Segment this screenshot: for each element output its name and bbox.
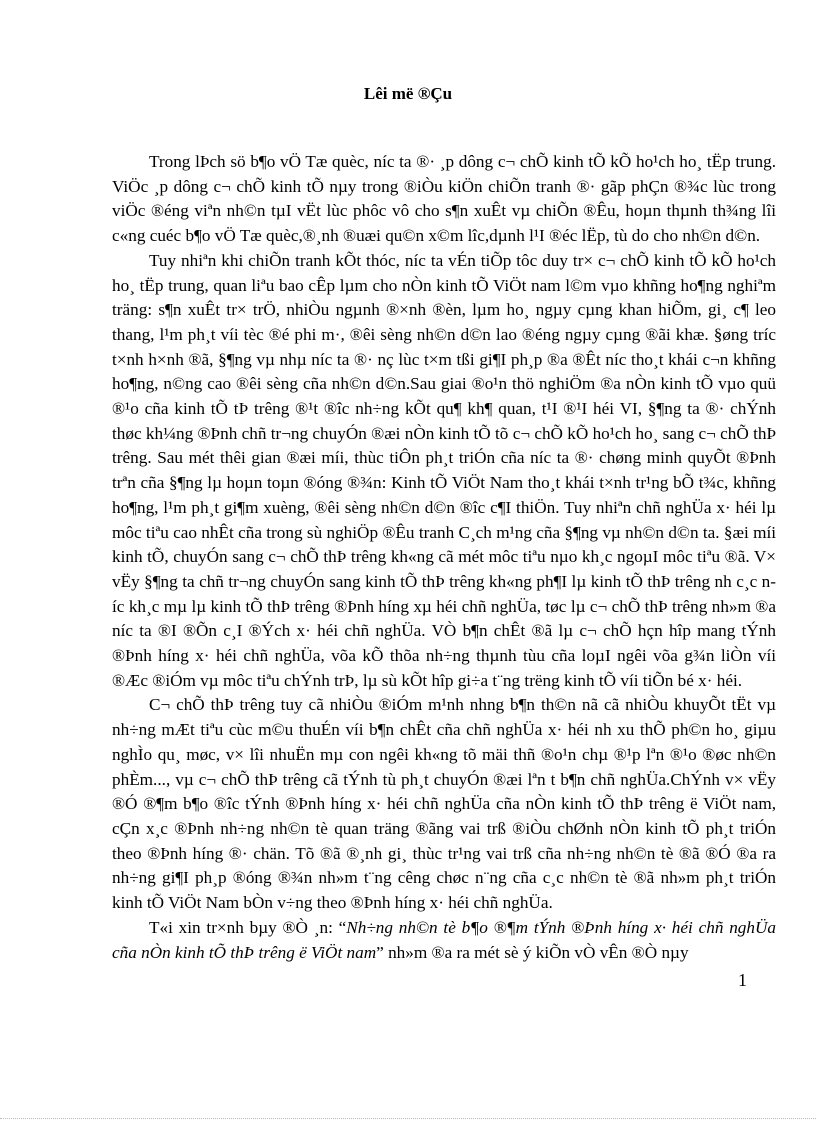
paragraph-4-tail: ” nh»m ®a ra mét sè ý kiÕn vÒ vÊn ®Ò nµy xyxy=(376,942,689,962)
paragraph-1: Trong lÞch sö b¶o vÖ Tæ quèc, níc ta ®· ¸p dông c¬ chÕ kinh tÕ kÕ ho¹ch ho¸ tËp trung. ViÖc ¸p dông c¬ chÕ kinh tÕ nµy trong ®iÒu kiÖn chiÕn tranh ®· gãp phÇn ®¾c lùc trong viÖc ®éng viªn nh©n tµI vËt lùc phôc vô cho s¶n xuÊt vµ chiÕn ®Êu, hoµn thµnh th¾ng lîi c«ng cuéc b¶o vÖ Tæ quèc,®¸nh ®uæi qu©n x©m lîc,dµnh l¹I ®éc lËp, tù do cho nh©n d©n. xyxy=(112,152,776,246)
paragraph-4 xyxy=(112,916,776,965)
paragraph-2: Tuy nhiªn khi chiÕn tranh kÕt thóc, níc ta vÉn tiÕp tôc duy tr× c¬ chÕ kinh tÕ kÕ ho¹ch ho¸ tËp trung, quan liªu bao cÊp lµm cho nÒn kinh tÕ ViÖt nam l©m vµo khñng ho¶ng nghiªm träng: s¶n xuÊt tr× trÖ, nhiÒu ngµnh ®×nh ®èn, lµm ho¸ ngµy cµng khan hiÕm, gi¸ c¶ leo thang, l¹m ph¸t víi tèc ®é phi m·, ®êi sèng nh©n d©n lao ®éng ngµy cµng ®ãi khæ. §øng tríc t×nh h×nh ®ã, §¶ng vµ nhµ níc ta ®· nç lùc t×m tßi gi¶I ph¸p ®a ®Êt níc tho¸t khái c¬n khñng ho¶ng, n©ng cao ®êi sèng cña nh©n d©n.Sau giai ®o¹n thö nghiÖm ®a nÒn kinh tÕ vµo quü ®¹o cña kinh tÕ tÞ trêng ®¹t ®îc nh÷ng kÕt qu¶ kh¶ quan, t¹I ®¹I héi VI, §¶ng ta ®· chÝnh thøc kh¼ng ®Þnh chñ tr¬ng chuyÓn ®æi nÒn kinh tÕ tõ c¬ chÕ kÕ ho¹ch ho¸ sang c¬ chÕ thÞ trêng. Sau mét thêi gian ®æi míi, thùc tiÔn ph¸t triÓn cña níc ta ®· chøng minh quyÕt ®Þnh trªn cña §¶ng lµ hoµn toµn ®óng ®¾n: Kinh tÕ ViÖt Nam tho¸t khái t×nh tr¹ng bÕ t¾c, khñng ho¶ng, l¹m ph¸t gi¶m xuèng, ®êi sèng nh©n d©n ®îc c¶I thiÖn. Tuy nhiªn chñ nghÜa x· héi lµ môc tiªu cao nhÊt cña trong sù nghiÖp ®Êu tranh C¸ch m¹ng cña §¶ng vµ nh©n d©n ta. §æi míi kinh tÕ, chuyÓn sang c¬ chÕ thÞ trêng kh«ng cã mét môc tiªu nµo kh¸c ngoµI môc tiªu ®ã. V× vËy §¶ng ta chñ tr¬ng chuyÓn sang kinh tÕ thÞ trêng kh«ng ph¶I lµ kinh tÕ thÞ trêng nh c¸c níc kh¸c mµ lµ kinh tÕ thÞ trêng ®Þnh híng xµ héi chñ nghÜa, tøc lµ c¬ chÕ thÞ trêng nh»m ®a níc ta ®I ®Õn c¸I ®Ých x· héi chñ nghÜa. VÒ b¶n chÊt ®ã lµ c¬ chÕ hçn hîp mang tÝnh ®Þnh híng x· héi chñ nghÜa, võa kÕ thõa nh÷ng thµnh tùu cña loµI ngêi võa g¾n liÒn víi ®Æc ®iÓm vµ môc tiªu chÝnh trÞ, lµ sù kÕt hîp gi÷a t¨ng trëng kinh tÕ víi tiÕn bé x· héi. xyxy=(112,250,776,690)
paragraph-4-topic: Nh÷ng nh©n tè b¶o ®¶m tÝnh ®Þnh híng x· héi chñ nghÜa cña nÒn kinh tÕ thÞ trêng ë ViÖt nam xyxy=(112,917,776,962)
paragraph-3: C¬ chÕ thÞ trêng tuy cã nhiÒu ®iÓm m¹nh nhng b¶n th©n nã cã nhiÒu khuyÕt tËt vµ nh÷ng mÆt tiªu cùc m©u thuÉn víi b¶n chÊt cña chñ nghÜa x· héi nh xu thÕ ph©n ho¸ giµu nghÌo qu¸ møc, v× lîi nhuËn mµ con ngêi kh«ng tõ mäi thñ ®o¹n chµ ®¹p lªn ®¹o ®øc nh©n phÈm..., vµ c¬ chÕ thÞ trêng cã tÝnh tù ph¸t chuyÓn ®æi lªn t b¶n chñ nghÜa.ChÝnh v× vËy ®Ó ®¶m b¶o ®îc tÝnh ®Þnh híng x· héi chñ nghÜa cña nÒn kinh tÕ thÞ trêng ë ViÖt nam, cÇn x¸c ®Þnh nh÷ng nh©n tè quan träng ®ãng vai trß ®iÒu chØnh nÒn kinh tÕ ph¸t triÓn theo ®Þnh híng ®· chän. Tõ ®ã ®¸nh gi¸ thùc tr¹ng vai trß cña nh÷ng nh©n tè ®ã ®Ó ®a ra nh÷ng gi¶I ph¸p ®óng ®¾n nh»m t¨ng cêng chøc n¨ng cña c¸c nh©n tè ®ã nh»m ph¸t triÓn kinh tÕ ViÖt Nam bÒn v÷ng theo ®Þnh híng x· héi chñ nghÜa. xyxy=(112,695,776,913)
page-bottom-divider xyxy=(0,1118,816,1119)
page-title: Lêi më ®Çu xyxy=(363,84,453,103)
page-number: 1 xyxy=(738,970,747,990)
document-body xyxy=(112,150,776,965)
paragraph-4-lead: T«i xin tr×nh bµy ®Ò ¸n: “ xyxy=(149,917,347,937)
